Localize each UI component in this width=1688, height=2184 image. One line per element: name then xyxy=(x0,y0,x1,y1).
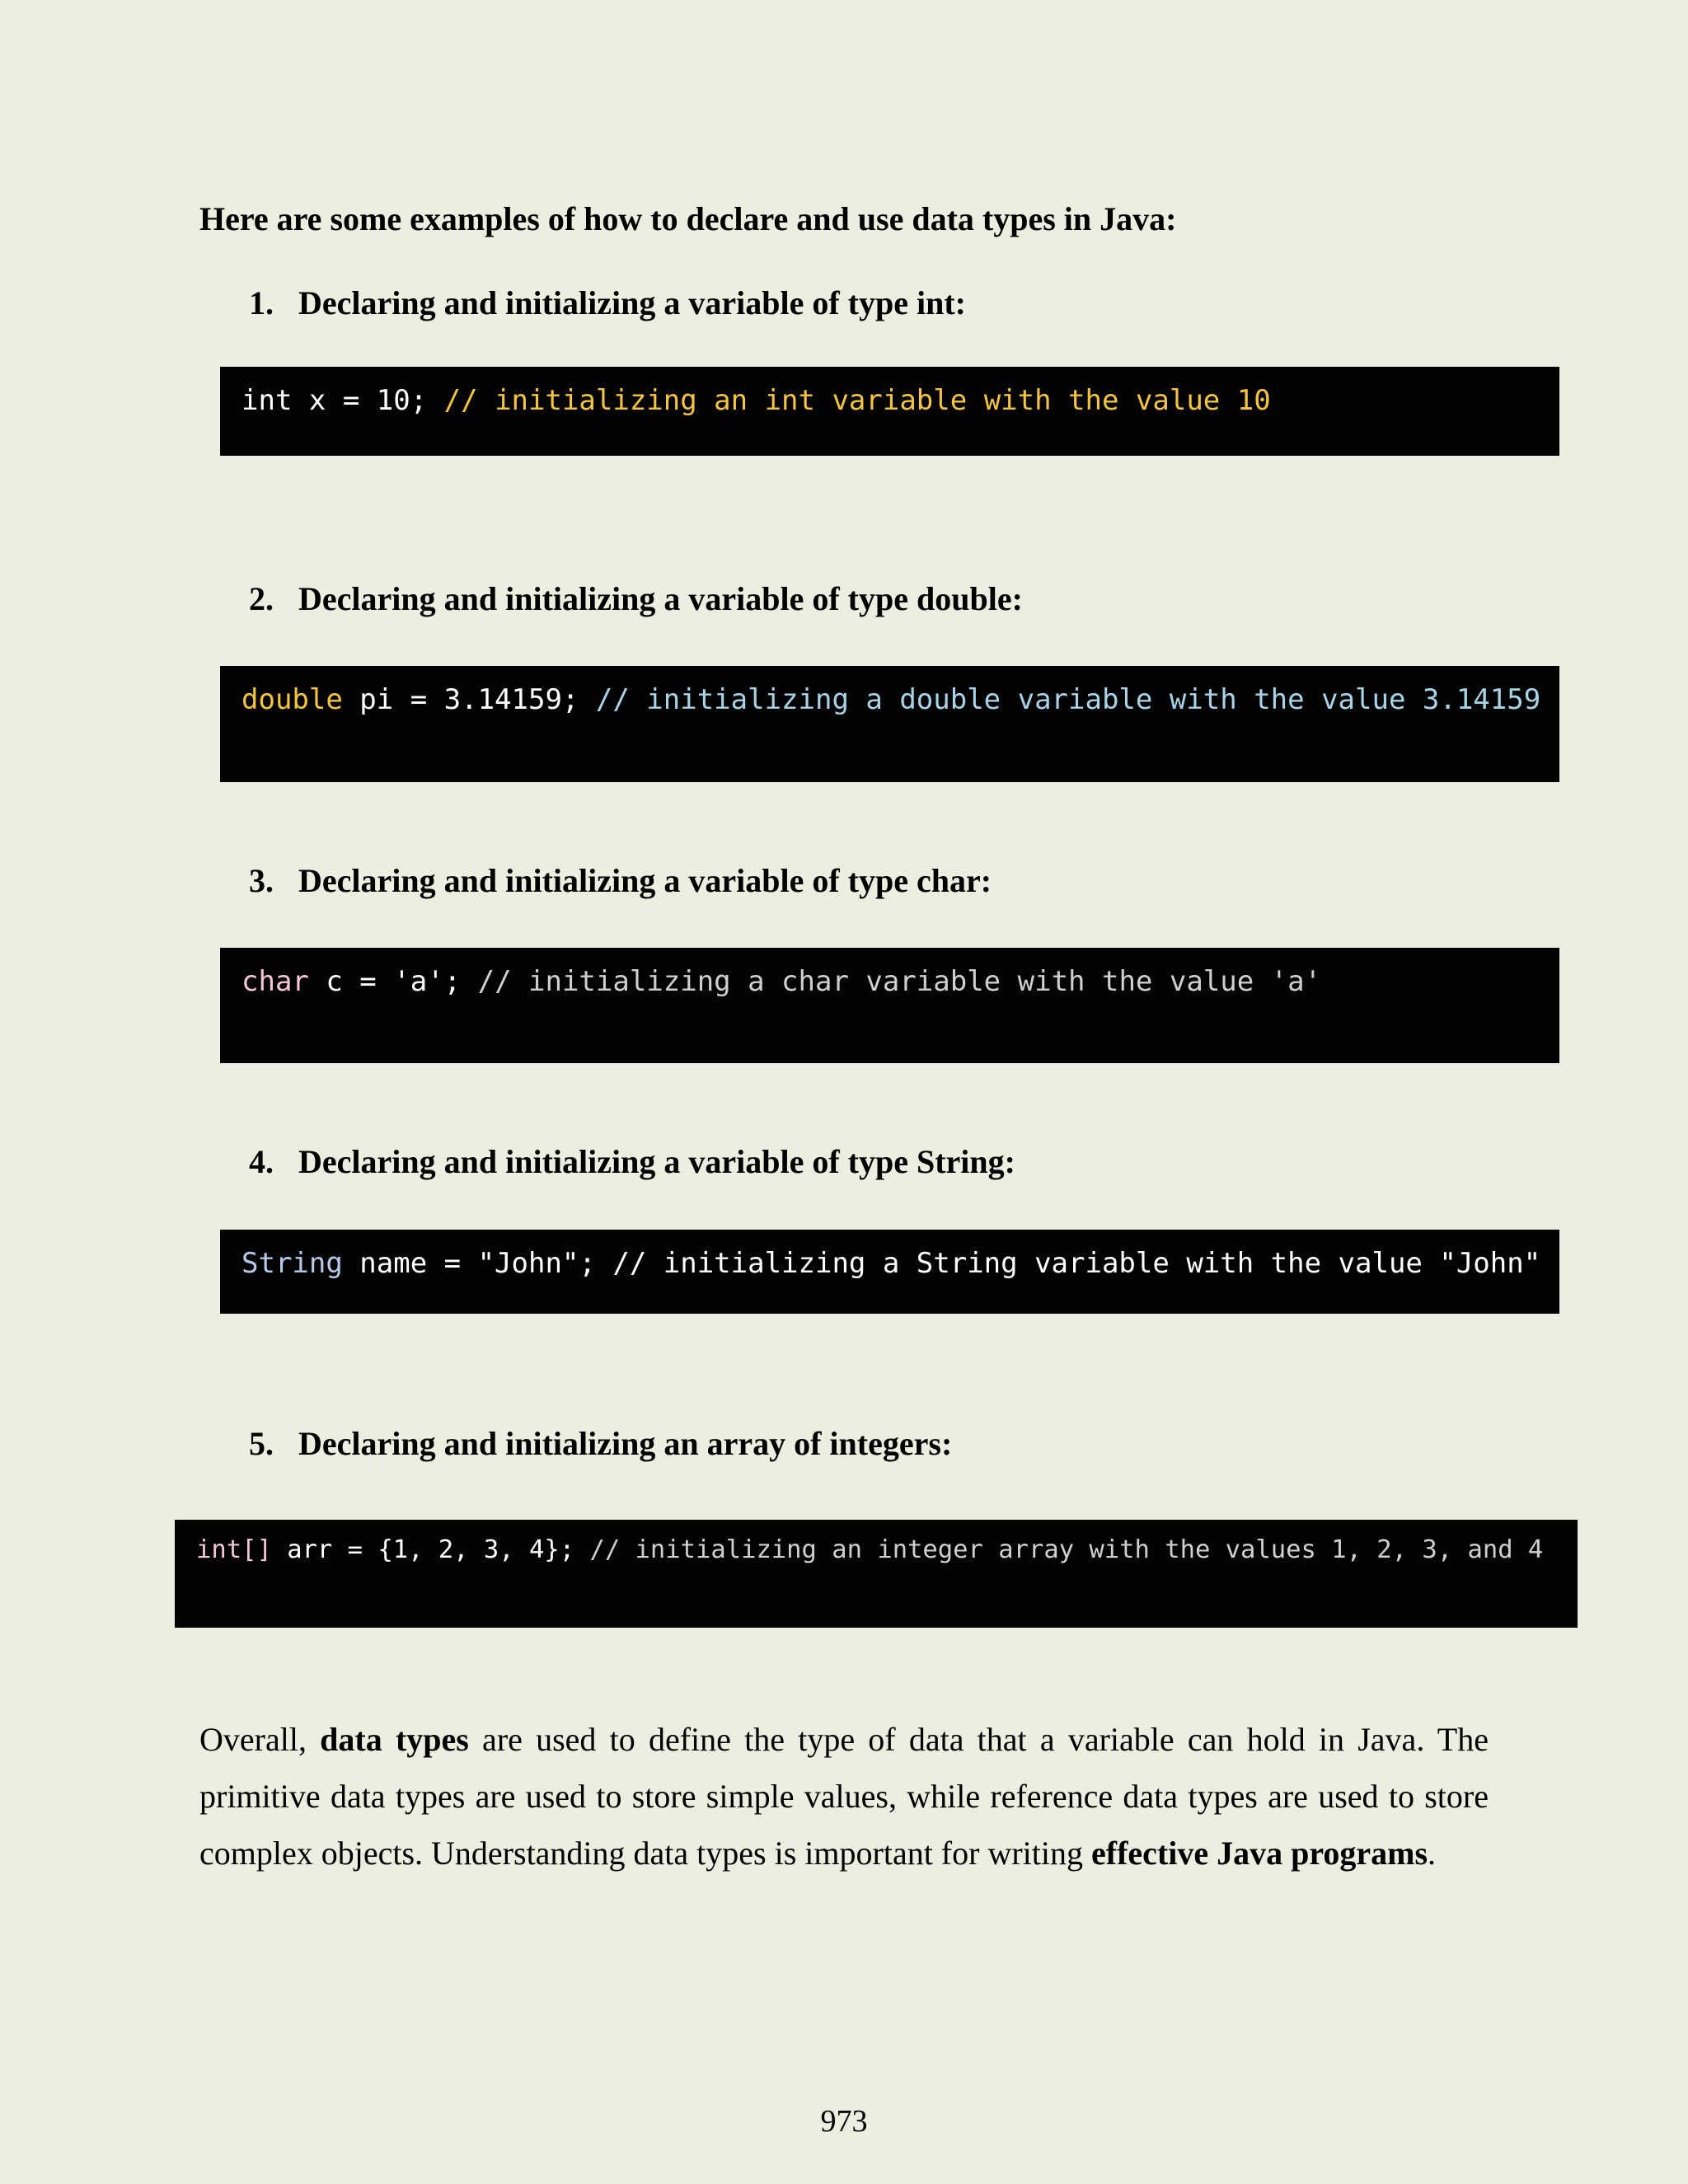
code-comment: // initializing a double variable with the value 3.14159 xyxy=(595,683,1541,716)
code-line xyxy=(196,1531,1543,1569)
code-statement: arr = {1, 2, 3, 4}; xyxy=(271,1535,590,1564)
code-statement: c = 'a'; xyxy=(308,965,478,998)
paragraph-text: . xyxy=(1428,1835,1437,1872)
section-title: Declaring and initializing a variable of type double: xyxy=(298,580,1023,617)
paragraph-text: complex objects. Understanding data types is important for writing xyxy=(199,1835,1091,1872)
summary-paragraph xyxy=(199,1711,1489,1882)
code-block-double xyxy=(220,666,1559,782)
code-type-token: String xyxy=(241,1247,343,1280)
section-number: 4. xyxy=(249,1143,274,1180)
code-line xyxy=(241,380,1271,421)
code-type-token: int[] xyxy=(196,1535,272,1564)
code-statement: pi = 3.14159; xyxy=(342,683,596,716)
code-block-string xyxy=(220,1230,1559,1314)
code-line xyxy=(241,961,1321,1002)
section-heading-1 xyxy=(249,282,966,325)
section-title: Declaring and initializing a variable of type String: xyxy=(298,1143,1015,1180)
page-number: 973 xyxy=(820,2104,868,2139)
section-title: Declaring and initializing an array of integers: xyxy=(298,1425,953,1462)
code-line xyxy=(241,679,1540,720)
paragraph-line-3 xyxy=(199,1825,1489,1882)
section-heading-3 xyxy=(249,860,992,902)
code-comment: // initializing an integer array with the values 1, 2, 3, and 4 xyxy=(589,1535,1544,1564)
code-block-char xyxy=(220,948,1559,1063)
section-title: Declaring and initializing a variable of type int: xyxy=(298,284,966,321)
code-type-token: char xyxy=(241,965,309,998)
paragraph-bold-term: data types xyxy=(320,1721,469,1758)
section-title: Declaring and initializing a variable of type char: xyxy=(298,862,992,899)
paragraph-line-2: primitive data types are used to store simple values, while reference data types are used to store xyxy=(199,1778,1489,1815)
code-type-token: double xyxy=(241,683,343,716)
paragraph-text: are used to define the type of data that a variable can hold in Java. The xyxy=(468,1721,1489,1758)
section-heading-5 xyxy=(249,1422,952,1465)
intro-heading: Here are some examples of how to declare and use data types in Java: xyxy=(199,200,1177,237)
code-block-array xyxy=(175,1520,1578,1628)
code-comment: // initializing a char variable with the value 'a' xyxy=(477,965,1322,998)
section-heading-4 xyxy=(249,1141,1015,1183)
section-number: 1. xyxy=(249,284,274,321)
code-type-token: int xyxy=(241,384,293,417)
section-number: 2. xyxy=(249,580,274,617)
code-line xyxy=(241,1243,1540,1284)
section-heading-2 xyxy=(249,578,1023,621)
paragraph-bold-term: effective Java programs xyxy=(1091,1835,1428,1872)
code-comment: // initializing an int variable with the value 10 xyxy=(443,384,1271,417)
code-statement: name = "John"; xyxy=(342,1247,613,1280)
code-block-int xyxy=(220,367,1559,456)
code-comment: // initializing a String variable with the value "John" xyxy=(612,1247,1541,1280)
section-number: 5. xyxy=(249,1425,274,1462)
paragraph-text: Overall, xyxy=(199,1721,321,1758)
code-statement: x = 10; xyxy=(292,384,444,417)
paragraph-line-1 xyxy=(199,1711,1489,1768)
section-number: 3. xyxy=(249,862,274,899)
